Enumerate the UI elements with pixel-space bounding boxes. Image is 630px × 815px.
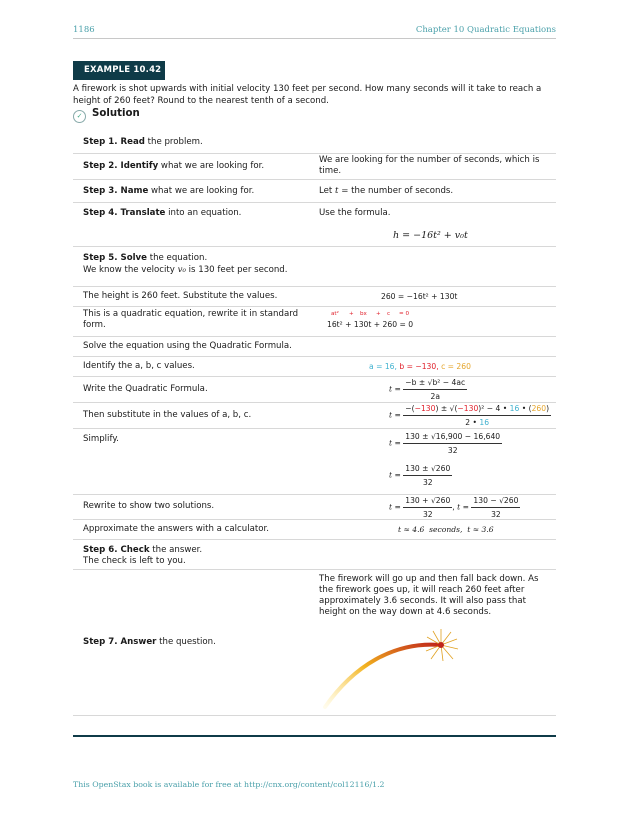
sub-num-part: −( xyxy=(405,404,415,413)
simp2-denominator: 32 xyxy=(422,478,433,487)
step-3-rest: what we are looking for. xyxy=(148,186,255,196)
simp2-fraction xyxy=(403,463,452,488)
step-3-meaning: the number of seconds. xyxy=(348,186,454,196)
sub-numerator xyxy=(403,403,551,416)
annotation-c: c xyxy=(387,311,391,317)
step-6-label: Step 6. Check xyxy=(83,545,150,555)
substituted-equation: 260 = −16t² + 130t xyxy=(381,292,458,301)
step-2-label: Step 2. Identify xyxy=(83,161,159,171)
simp2-t: t = xyxy=(389,470,401,480)
standard-form-text: This is a quadratic equation, rewrite it in standard form. xyxy=(83,309,299,330)
sub-num-part: )² − 4 • xyxy=(478,404,510,413)
step-5-label: Step 5. Solve xyxy=(83,253,147,263)
step-4-text xyxy=(83,208,241,219)
annotation-b: bx xyxy=(360,311,367,317)
check-circle-icon: ✓ xyxy=(73,110,86,123)
header-rule xyxy=(73,38,556,39)
step-6-text xyxy=(83,545,202,556)
approximate-values: t ≈ 4.6 seconds, t ≈ 3.6 xyxy=(398,525,494,534)
solution-heading-text: Solution xyxy=(92,108,140,119)
step-7-answer: The firework will go up and then fall back down. As the firework goes up, it will reach 260 feet after approximately 3.6 seconds. It will also pass that height on the way down at 4.6 seconds. xyxy=(319,574,539,617)
step-1-row xyxy=(73,131,556,154)
quadratic-formula xyxy=(389,377,467,402)
sol1-t: t = xyxy=(389,502,401,512)
qf-denominator: 2a xyxy=(430,392,440,401)
problem-statement: A firework is shot upwards with initial velocity 130 feet per second. How many seconds will it take to reach a height of 260 feet? Round to the nearest tenth of a second. xyxy=(73,84,542,106)
simp2-numerator: 130 ± √260 xyxy=(403,463,452,476)
qf-t: t = xyxy=(389,384,401,394)
substitute-abc-row xyxy=(73,402,556,429)
sol1-denominator: 32 xyxy=(422,510,433,519)
step-4-row xyxy=(73,202,556,247)
step-4-rest: into an equation. xyxy=(165,208,242,218)
annotation-equals: = 0 xyxy=(399,311,410,317)
write-qf-row xyxy=(73,376,556,403)
sub-num-a: 16 xyxy=(509,404,520,413)
sub-denominator xyxy=(403,416,551,428)
sol2-t: t = xyxy=(457,502,469,512)
firework-icon xyxy=(323,627,473,711)
annotation-plus-2: + xyxy=(376,311,381,317)
sol1-fraction xyxy=(403,495,455,520)
value-a: a = 16, xyxy=(369,362,397,371)
simplify-row xyxy=(73,428,556,495)
step-7-label: Step 7. Answer xyxy=(83,637,157,647)
sub-num-part: • ( xyxy=(519,404,532,413)
sol2-numerator: 130 − √260 xyxy=(471,495,520,508)
sub-num-c: 260 xyxy=(531,404,547,413)
velocity-variable: v₀ xyxy=(177,265,186,275)
write-qf-text: Write the Quadratic Formula. xyxy=(83,384,208,394)
simp1-numerator: 130 ± √16,900 − 16,640 xyxy=(403,431,502,444)
step-6-row xyxy=(73,539,556,570)
page-number: 1186 xyxy=(73,25,95,35)
step-2-answer: We are looking for the number of seconds, which is time. xyxy=(319,155,540,176)
two-solutions-row xyxy=(73,494,556,520)
simp1-fraction xyxy=(403,431,502,456)
solve-qf-row xyxy=(73,336,556,357)
step-5-row xyxy=(73,246,556,287)
step-2-rest: what we are looking for. xyxy=(158,161,265,171)
standard-form-value: 16t² + 130t + 260 = 0 xyxy=(327,320,414,329)
sub-t: t = xyxy=(389,410,401,420)
sub-num-b2: −130 xyxy=(457,404,479,413)
step-1-label: Step 1. Read xyxy=(83,137,145,147)
approximate-row xyxy=(73,519,556,540)
sub-num-part: ) ± √( xyxy=(435,404,458,413)
simplify-step-1 xyxy=(389,431,502,456)
step-3-row xyxy=(73,180,556,203)
velocity-pre: We know the velocity xyxy=(83,265,178,275)
step-1-text xyxy=(83,137,203,148)
simp1-t: t = xyxy=(389,438,401,448)
substitute-height-row xyxy=(73,286,556,307)
approximate-text: Approximate the answers with a calculator. xyxy=(83,524,269,534)
step-3-variable: t = xyxy=(335,186,349,196)
height-formula: h = −16t² + v₀t xyxy=(393,230,468,241)
sol2-denominator: 32 xyxy=(491,510,501,519)
step-7-row xyxy=(73,569,556,716)
step-5-text xyxy=(83,253,207,264)
qf-numerator: −b ± √b² − 4ac xyxy=(403,377,467,390)
sub-den-a: 16 xyxy=(479,418,490,427)
two-solutions-text: Rewrite to show two solutions. xyxy=(83,501,215,511)
velocity-post: is 130 feet per second. xyxy=(185,265,288,275)
identify-abc-row xyxy=(73,356,556,377)
sub-den-part: 2 • xyxy=(465,418,480,427)
step-2-text xyxy=(83,161,264,172)
solution-heading xyxy=(73,108,140,123)
abc-values xyxy=(369,361,471,372)
step-3-let: Let xyxy=(319,186,336,196)
sub-num-part: ) xyxy=(546,404,550,413)
substituted-formula xyxy=(389,403,551,428)
step-7-text xyxy=(83,637,216,648)
value-c: c = 260 xyxy=(441,362,471,371)
step-7-rest: the question. xyxy=(156,637,216,647)
qf-fraction xyxy=(403,377,467,402)
standard-form-row xyxy=(73,306,556,337)
annotation-plus-1: + xyxy=(349,311,354,317)
example-label: EXAMPLE 10.42 xyxy=(73,61,165,80)
two-solutions-equations xyxy=(389,495,520,520)
step-4-label: Step 4. Translate xyxy=(83,208,166,218)
sub-fraction xyxy=(403,403,551,428)
step-3-answer xyxy=(319,186,453,197)
substitute-height-text: The height is 260 feet. Substitute the values. xyxy=(83,291,278,301)
step-2-row xyxy=(73,153,556,180)
step-3-text xyxy=(83,186,254,197)
substitute-abc-text: Then substitute in the values of a, b, c. xyxy=(83,410,252,420)
step-1-rest: the problem. xyxy=(144,137,203,147)
simp1-denominator: 32 xyxy=(447,446,458,455)
step-4-answer: Use the formula. xyxy=(319,208,391,218)
sol1-numerator: 130 + √260 xyxy=(403,495,452,508)
value-b: b = −130, xyxy=(399,362,439,371)
sol2-fraction xyxy=(471,495,520,520)
step-3-label: Step 3. Name xyxy=(83,186,149,196)
chapter-title: Chapter 10 Quadratic Equations xyxy=(415,25,556,35)
annotation-a: at² xyxy=(331,311,339,317)
sub-num-b: −130 xyxy=(414,404,436,413)
bottom-rule xyxy=(73,735,556,737)
simplify-step-2 xyxy=(389,463,452,488)
solve-qf-text: Solve the equation using the Quadratic Formula. xyxy=(83,341,292,351)
solution-separator: , xyxy=(452,502,455,512)
simplify-text: Simplify. xyxy=(83,434,119,444)
step-6-note: The check is left to you. xyxy=(83,556,186,566)
standard-form-equation xyxy=(327,310,437,334)
step-5-velocity xyxy=(83,265,287,276)
identify-abc-text: Identify the a, b, c values. xyxy=(83,361,195,371)
step-5-rest: the equation. xyxy=(146,253,208,263)
footer-text: This OpenStax book is available for free at http://cnx.org/content/col12116/1.2 xyxy=(73,780,385,789)
step-6-rest: the answer. xyxy=(149,545,203,555)
